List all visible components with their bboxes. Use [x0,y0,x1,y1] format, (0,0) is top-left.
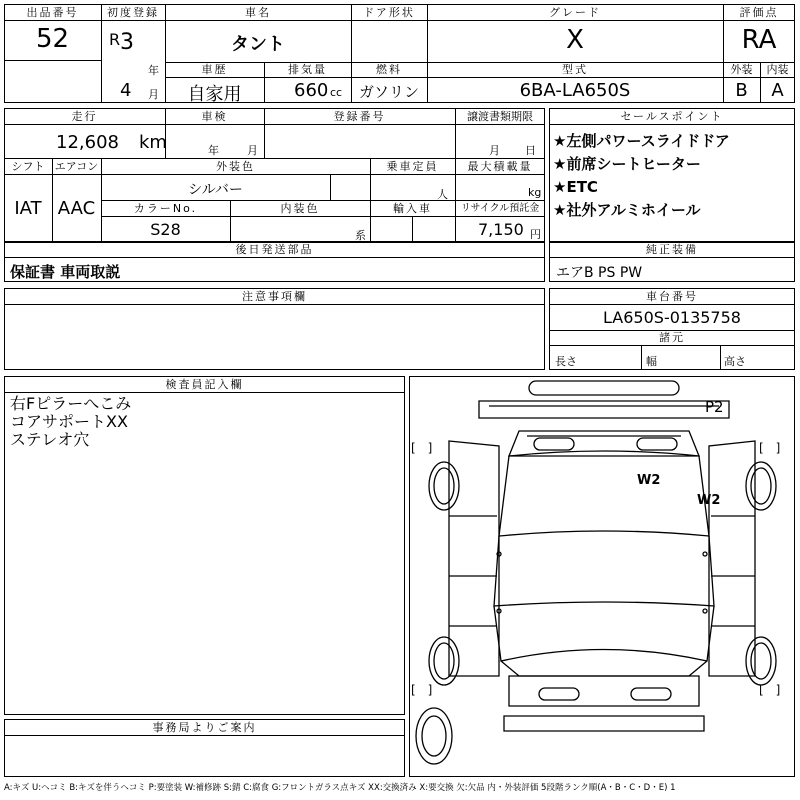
length-label: 長さ [555,355,577,368]
recycle-value: 7,150 [478,220,524,239]
capacity-header: 乗車定員 [386,160,439,173]
int-color-unit: 系 [355,229,366,242]
import-header: 輸入車 [393,202,432,215]
color-no-value: S28 [150,220,181,239]
aircon-value: AAC [57,198,96,219]
sales-point-item: ★社外アルミホイール [553,201,701,219]
sales-points-list [553,130,793,222]
chassis-header: 車台番号 [646,290,698,303]
transfer-day-unit: 日 [525,144,536,157]
km-unit: km [139,132,167,153]
car-diagram [409,376,795,777]
color-no-header: カラーNo. [133,202,198,215]
car-name-header: 車名 [245,6,271,19]
int-color-header: 内装色 [280,202,320,215]
inspector-header: 検査員記入欄 [165,378,244,391]
inspector-note-item: コアサポートXX [10,412,128,431]
sales-points-header: セールスポイント [620,110,724,123]
lot-no-value: 52 [35,24,70,54]
lot-no-header: 出品番号 [26,6,79,19]
model-header: 型式 [562,63,588,76]
cc-unit: cc [330,86,343,99]
notes-header: 注意事項欄 [242,290,307,303]
score-value: RA [741,25,777,55]
shift-value: IAT [14,198,42,219]
first-reg-year: 3 [120,30,134,55]
sales-point-item: ★ETC [553,178,598,196]
exterior-value: B [735,80,748,101]
car-name-value: タント [231,34,285,55]
specs-header: 諸元 [659,331,685,344]
bracket-right-top: [ ] [759,441,781,455]
door-header: ドア形状 [363,6,415,19]
exterior-header: 外装 [730,63,753,76]
ext-color-value: シルバー [188,182,243,198]
inspector-notes-list [10,395,400,449]
first-reg-header: 初度登録 [107,6,159,19]
shift-header: シフト [11,160,45,173]
mileage-header: 走行 [71,110,98,123]
transfer-month-unit: 月 [489,144,500,157]
equipment-value: エアB PS PW [556,265,643,281]
sales-point-item: ★左側パワースライドドア [553,132,730,150]
score-header: 評価点 [739,6,779,19]
yen-unit: 円 [530,228,541,241]
mark-w2-b: W2 [697,493,721,508]
width-label: 幅 [646,355,657,368]
bracket-left-bottom: [ ] [411,683,433,697]
legend-text: A:キズ U:ヘコミ B:キズを伴うヘコミ P:要塗装 W:補修跡 S:錆 C:腐食 G:フロントガラス点キズ XX:交換済み X:要交換 欠:欠品 内・外装評価 5段階ランク順(A・B・C・D・E) 1 [4,783,676,793]
equipment-header: 純正装備 [646,243,698,256]
recycle-header: リサイクル預託金 [460,203,540,214]
sales-point-item: ★前席シートヒーター [553,155,701,173]
fuel-header: 燃料 [376,63,402,76]
office-header: 事務局よりご案内 [152,721,257,734]
reg-no-header: 登録番号 [333,110,386,123]
interior-header: 内装 [766,63,789,76]
mid-left-box [4,108,545,242]
first-reg-month-unit: 月 [148,88,159,101]
interior-value: A [771,80,784,101]
model-value: 6BA-LA650S [519,80,631,101]
kg-unit: kg [528,186,542,199]
ext-color-header: 外装色 [216,160,255,173]
grade-value: X [566,25,584,55]
history-header: 車歴 [201,63,228,76]
later-parts-header: 後日発送部品 [235,243,314,256]
transfer-header: 譲渡書類期限 [467,110,533,123]
insp-month-unit: 月 [247,144,258,157]
mark-p2: P2 [705,398,724,416]
first-reg-year-unit: 年 [148,64,159,77]
inspector-note-item: 右Fピラーへこみ [10,394,132,413]
persons-unit: 人 [437,188,448,201]
inspector-note-item: ステレオ穴 [10,430,90,449]
aircon-header: エアコン [54,160,99,173]
first-reg-month: 4 [120,80,132,101]
displacement-value: 660 [294,80,329,101]
bracket-right-bottom: [ ] [759,683,781,697]
insp-year-unit: 年 [208,144,219,157]
displacement-header: 排気量 [288,63,327,76]
chassis-value: LA650S-0135758 [603,308,741,327]
grade-header: グレード [549,6,601,19]
history-value: 自家用 [187,84,242,105]
inspection-header: 車検 [201,110,228,123]
later-parts-value: 保証書 車両取説 [10,263,121,281]
mark-w2-a: W2 [637,473,661,488]
fuel-value: ガソリン [358,83,419,101]
bracket-left-top: [ ] [411,441,433,455]
max-load-header: 最大積載量 [467,160,533,173]
first-reg-era: R [109,30,121,49]
mileage-value: 12,608 [56,132,119,153]
height-label: 高さ [724,355,746,368]
